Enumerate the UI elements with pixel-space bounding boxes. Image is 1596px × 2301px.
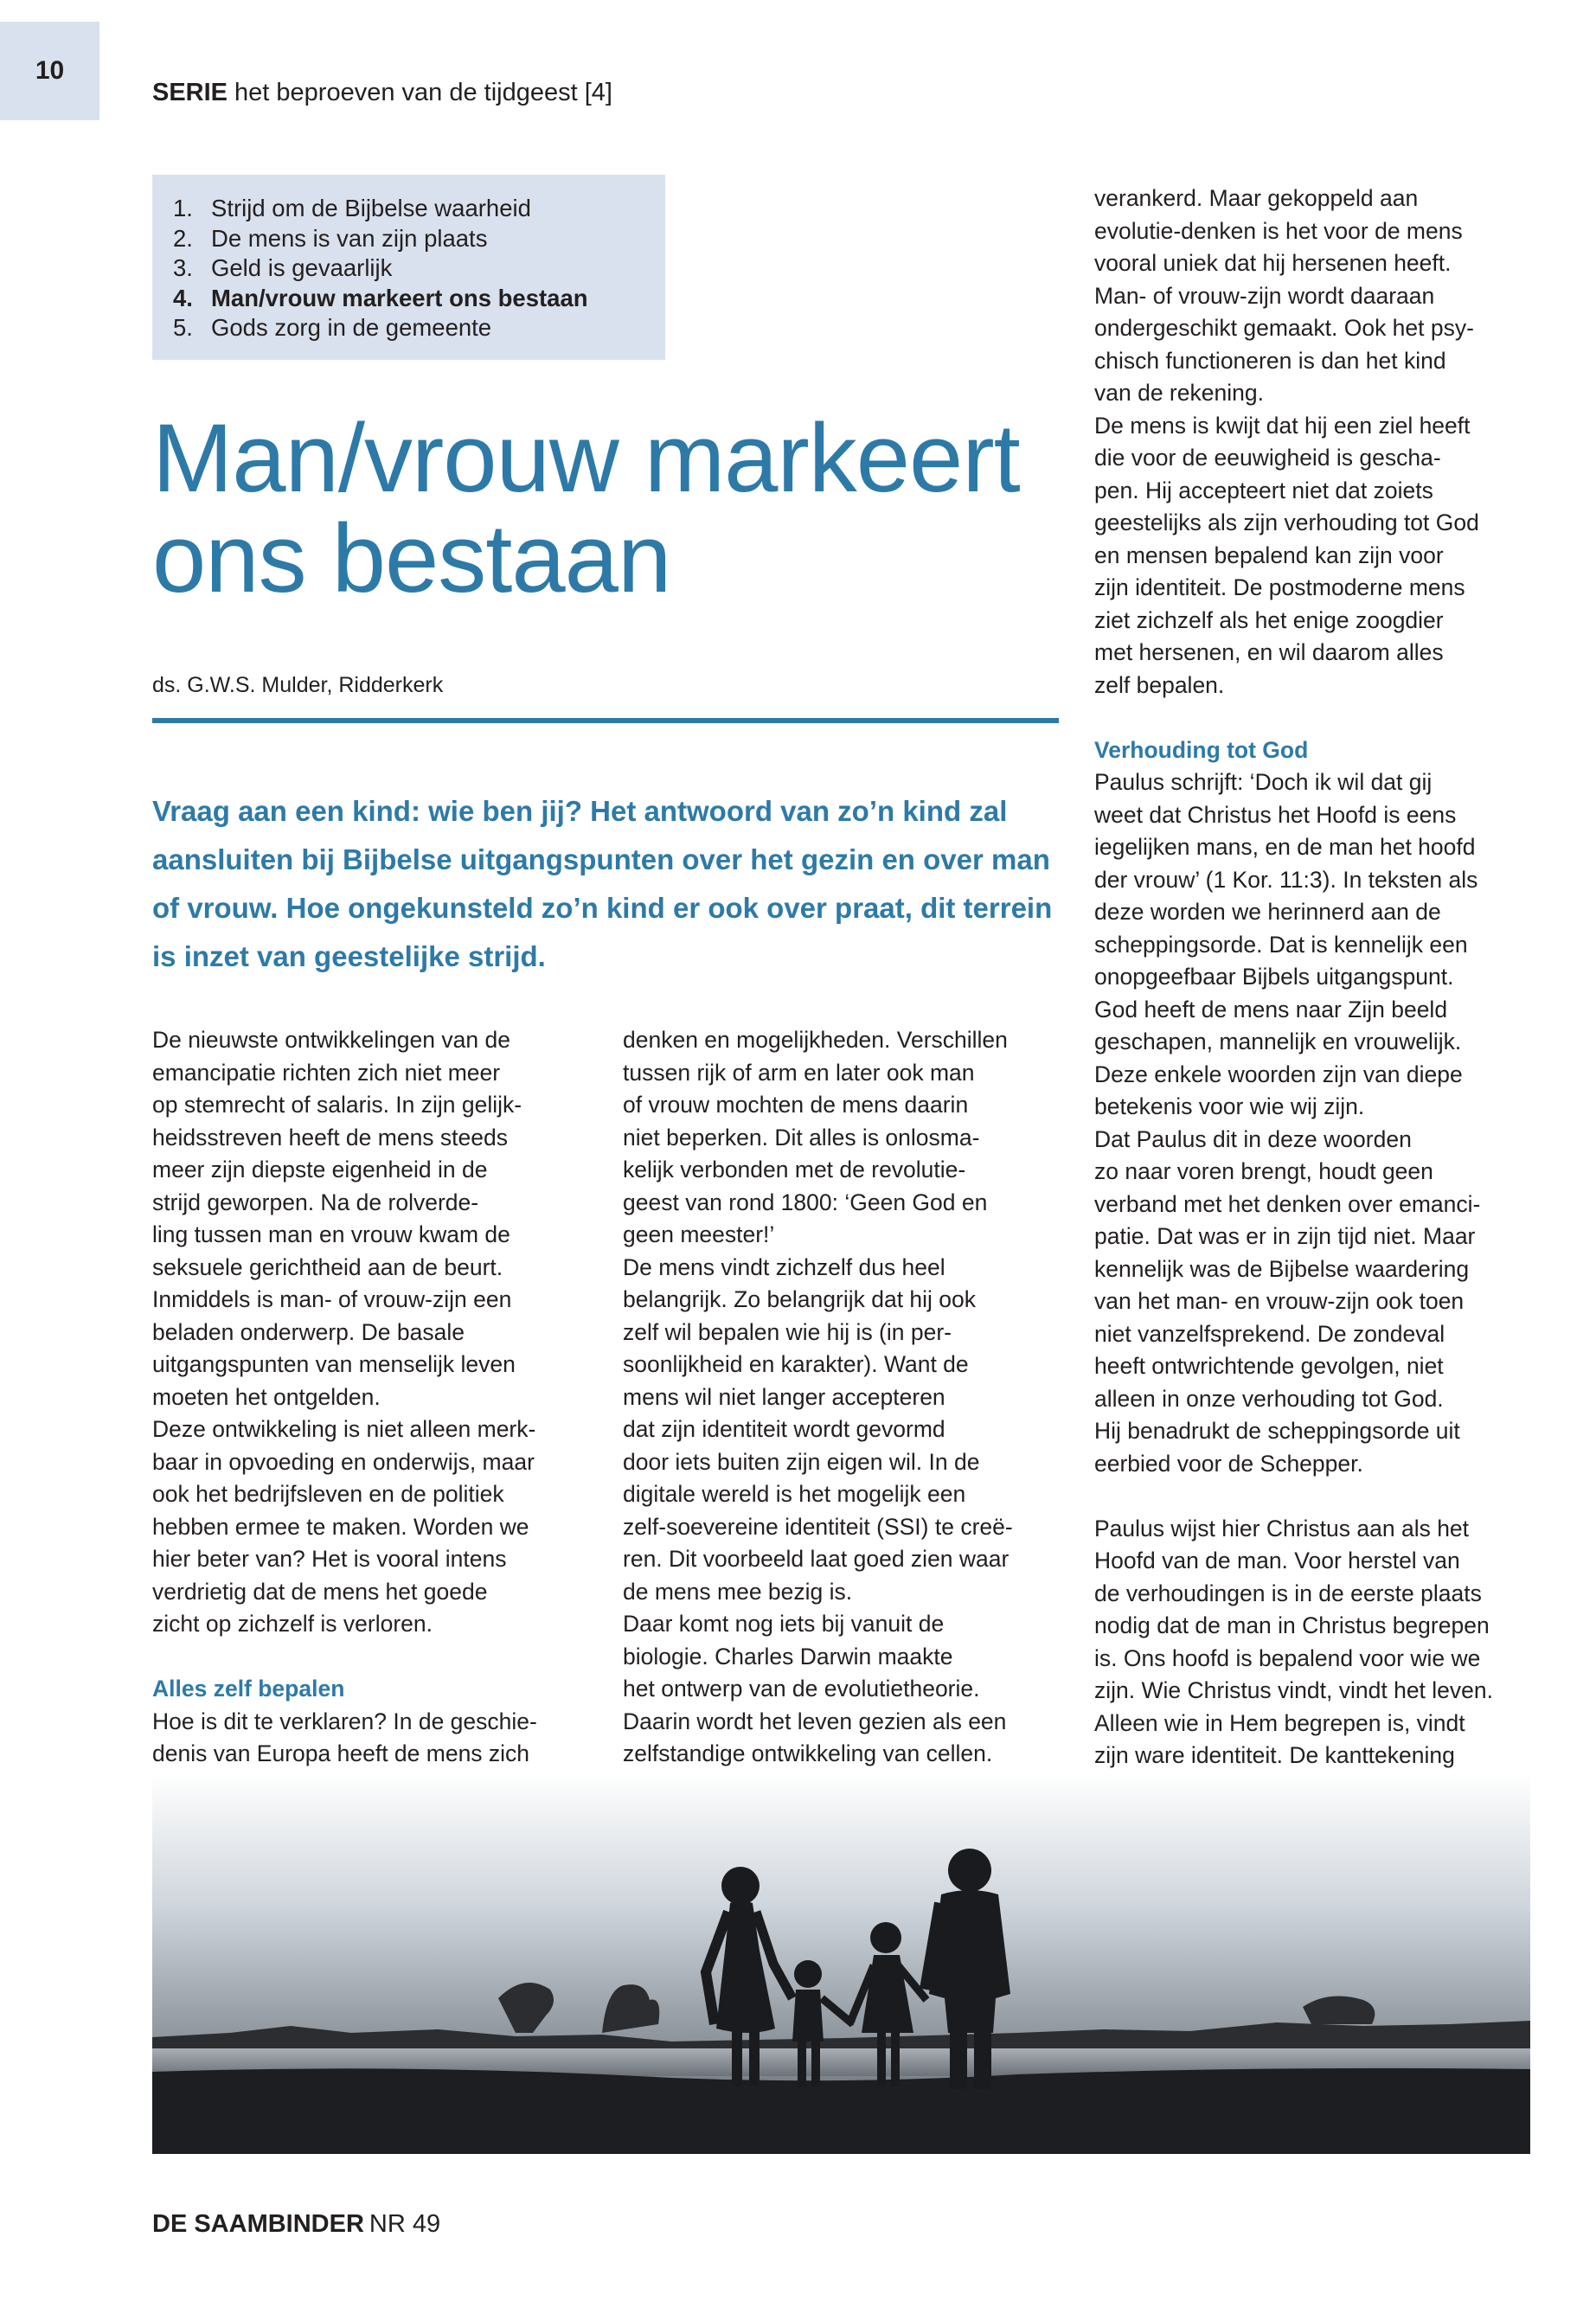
text-line: het ontwerp van de evolutietheorie. xyxy=(623,1676,980,1702)
text-line: de mens mee bezig is. xyxy=(623,1578,853,1605)
text-line: zelf bepalen. xyxy=(1094,671,1225,698)
text-line: zijn. Wie Christus vindt, vindt het leven. xyxy=(1094,1677,1493,1703)
text-line: digitale wereld is het mogelijk een xyxy=(623,1481,966,1507)
text-line: Alleen wie in Hem begrepen is, vindt xyxy=(1094,1709,1465,1736)
text-line: die voor de eeuwigheid is geschа- xyxy=(1094,445,1441,471)
toc-item xyxy=(173,313,665,343)
text-line: eerbied voor de Schepper. xyxy=(1094,1450,1363,1477)
body-column-1 xyxy=(152,1024,602,1836)
text-line: en mensen bepalend kan zijn voor xyxy=(1094,542,1444,568)
text-line: De mens is kwijt dat hij een ziel heeft xyxy=(1094,412,1471,439)
text-line: God heeft de mens naar Zijn beeld xyxy=(1094,996,1448,1022)
text-line: tussen rijk of arm en later ook man xyxy=(623,1059,975,1086)
photo-illustration xyxy=(152,1773,1530,2154)
text-line: geschapen, mannelijk en vrouwelijk. xyxy=(1094,1029,1462,1054)
toc-num: 3. xyxy=(173,254,193,281)
text-line: Daarin wordt het leven gezien als een xyxy=(623,1708,1007,1734)
toc-num: 1. xyxy=(173,195,193,221)
text-line: Dat Paulus dit in deze woorden xyxy=(1094,1125,1412,1152)
title-divider xyxy=(152,718,1059,723)
series-label: SERIE xyxy=(152,79,228,106)
family-silhouette-photo xyxy=(152,1773,1530,2154)
text-line: heeft ontwrichtende gevolgen, niet xyxy=(1094,1353,1444,1379)
text-line: geestelijks als zijn verhouding tot God xyxy=(1094,510,1479,535)
col2-text xyxy=(623,1024,1073,1803)
text-line: zo naar voren brengt, houdt geen xyxy=(1094,1158,1433,1184)
text-line: is. Ons hoofd is bepalend voor wie we xyxy=(1094,1644,1481,1671)
toc-label: Geld is gevaarlijk xyxy=(211,254,393,281)
body-column-2 xyxy=(623,1024,1073,1803)
body-column-3 xyxy=(1094,183,1544,1837)
text-line: onopgeefbaar Bijbels uitgangspunt. xyxy=(1094,964,1454,990)
lead-paragraph: Vraag aan een kind: wie ben jij? Het antwoord van zo’n kind zal aansluiten bij Bijbelse uitgangspunten over het gezin en over man of vrouw. Hoe ongekunsteld zo’n kind er ook over praat, dit terrein is inzet van geestelijke strijd. xyxy=(152,795,1053,972)
text-line: patie. Dat was er in zijn tijd niet. Maar xyxy=(1094,1223,1476,1249)
text-line: of vrouw mochten de mens daarin xyxy=(623,1092,969,1118)
text-line: weet dat Christus het Hoofd is eens xyxy=(1094,801,1457,828)
text-line: kelijk verbonden met de revolutie- xyxy=(623,1157,966,1183)
text-line: De nieuwste ontwikkelingen van de xyxy=(152,1027,510,1053)
article-title xyxy=(152,404,1069,612)
text-line: strijd geworpen. Na de rolverde- xyxy=(152,1189,479,1215)
text-line: op stemrecht of salaris. In zijn gelijk- xyxy=(152,1092,522,1118)
page-footer xyxy=(152,2208,440,2240)
text-line: zijn identiteit. De postmoderne mens xyxy=(1094,574,1465,600)
text-line: ziet zichzelf als het enige zoogdier xyxy=(1094,606,1444,633)
series-header xyxy=(152,77,612,108)
col3-text xyxy=(1094,183,1544,702)
text-line: met hersenen, en wil daarom alles xyxy=(1094,639,1444,665)
text-line: zelf-soevereine identiteit (SSI) te creë- xyxy=(623,1513,1013,1540)
text-line: moeten het ontgelden. xyxy=(152,1383,381,1410)
text-line: de verhoudingen is in de eerste plaats xyxy=(1094,1580,1482,1606)
author-byline: ds. G.W.S. Mulder, Ridderkerk xyxy=(152,673,444,697)
text-line: van het man- en vrouw-zijn ook toen xyxy=(1094,1288,1465,1314)
text-line: geen meester!’ xyxy=(623,1221,775,1247)
text-line: Hij benadrukt de scheppingsorde uit xyxy=(1094,1418,1460,1444)
text-line: betekenis voor wie wij zijn. xyxy=(1094,1093,1365,1119)
toc-label: Strijd om de Bijbelse waarheid xyxy=(211,195,531,221)
title-line-2: ons bestaan xyxy=(152,504,671,612)
series-title: het beproeven van de tijdgeest [4] xyxy=(234,79,612,106)
text-line: kennelijk was de Bijbelse waardering xyxy=(1094,1255,1470,1282)
text-line: Deze enkele woorden zijn van diepe xyxy=(1094,1061,1463,1087)
text-line: door iets buiten zijn eigen wil. In de xyxy=(623,1448,980,1475)
text-line: ook het bedrijfsleven en de politiek xyxy=(152,1481,504,1507)
text-line: Hoe is dit te verklaren? In de geschie- xyxy=(152,1708,537,1734)
text-line: emancipatie richten zich niet meer xyxy=(152,1059,501,1086)
text-line: ondergeschikt gemaakt. Ook het psy- xyxy=(1094,315,1474,341)
text-line: verdrietig dat de mens het goede xyxy=(152,1578,488,1605)
col1-text xyxy=(152,1024,602,1641)
toc-item xyxy=(173,194,665,224)
text-line: beladen onderwerp. De basale xyxy=(152,1318,465,1345)
text-line: alleen in onze verhouding tot God. xyxy=(1094,1385,1444,1412)
text-line: van de rekening. xyxy=(1094,380,1264,406)
text-line: iegelijken mans, en de man het hoofd xyxy=(1094,834,1476,860)
toc-num: 2. xyxy=(173,224,193,252)
magazine-name: DE SAAMBINDER xyxy=(152,2210,364,2238)
text-line: geest van rond 1800: ‘Geen God en xyxy=(623,1189,988,1215)
text-line: De mens vindt zichzelf dus heel xyxy=(623,1253,945,1280)
text-line: ren. Dit voorbeeld laat goed zien waar xyxy=(623,1546,1010,1572)
text-line: niet beperken. Dit alles is onlosma- xyxy=(623,1124,980,1150)
col3b-text xyxy=(1094,766,1544,1480)
toc-num: 4. xyxy=(173,284,193,311)
text-line: uitgangspunten van menselijk leven xyxy=(152,1351,516,1377)
toc-label: Gods zorg in de gemeente xyxy=(211,314,492,341)
toc-label: De mens is van zijn plaats xyxy=(211,224,488,252)
subheading-alles-zelf-bepalen: Alles zelf bepalen xyxy=(152,1676,345,1702)
text-line: seksuele gerichtheid aan de beurt. xyxy=(152,1253,503,1280)
toc-num: 5. xyxy=(173,314,193,341)
subheading-verhouding-tot-god: Verhouding tot God xyxy=(1094,736,1309,763)
text-line: Paulus schrijft: ‘Doch ik wil dat gij xyxy=(1094,769,1433,795)
text-line: Paulus wijst hier Christus aan als het xyxy=(1094,1515,1470,1541)
text-line: hebben ermee te maken. Worden we xyxy=(152,1513,529,1540)
text-line: Deze ontwikkeling is niet alleen merk- xyxy=(152,1416,536,1442)
text-line: verband met het denken over emanci- xyxy=(1094,1190,1481,1217)
text-line: dat zijn identiteit wordt gevormd xyxy=(623,1416,945,1442)
text-line: meer zijn diepste eigenheid in de xyxy=(152,1157,488,1183)
text-line: mens wil niet langer accepteren xyxy=(623,1383,945,1410)
text-line: evolutie-denken is het voor de mens xyxy=(1094,217,1463,244)
text-line: Inmiddels is man- of vrouw-zijn een xyxy=(152,1286,512,1312)
text-line: belangrijk. Zo belangrijk dat hij ook xyxy=(623,1286,977,1312)
text-line: zicht op zichzelf is verloren. xyxy=(152,1611,433,1637)
issue-number: NR 49 xyxy=(369,2210,441,2238)
text-line: baar in opvoeding en onderwijs, maar xyxy=(152,1448,535,1475)
text-line: chisch functioneren is dan het kind xyxy=(1094,347,1446,374)
text-line: zelf wil bepalen wie hij is (in per- xyxy=(623,1318,952,1345)
text-line: pen. Hij accepteert niet dat zoiets xyxy=(1094,477,1433,503)
text-line: nodig dat de man in Christus begrepen xyxy=(1094,1612,1490,1638)
text-line: deze worden we herinnerd aan de xyxy=(1094,899,1441,925)
text-line: niet vanzelfsprekend. De zondeval xyxy=(1094,1320,1445,1347)
text-line: denken en mogelijkheden. Verschillen xyxy=(623,1027,1008,1053)
text-line: vooral uniek dat hij hersenen heeft. xyxy=(1094,250,1452,276)
toc-item xyxy=(173,224,665,254)
text-line: scheppingsorde. Dat is kennelijk een xyxy=(1094,931,1468,958)
text-line: verankerd. Maar gekoppeld aan xyxy=(1094,185,1419,211)
title-line-1: Man/vrouw markeert xyxy=(152,404,1020,512)
text-line: zijn ware identiteit. De kanttekening xyxy=(1094,1742,1455,1768)
page-number: 10 xyxy=(0,22,99,120)
text-line: ling tussen man en vrouw kwam de xyxy=(152,1221,510,1247)
toc-item xyxy=(173,253,665,284)
toc-item-current xyxy=(173,284,665,314)
text-line: zelfstandige ontwikkeling van cellen. xyxy=(623,1740,993,1766)
text-line: soonlijkheid en karakter). Want de xyxy=(623,1351,969,1377)
text-line: der vrouw’ (1 Kor. 11:3). In teksten als xyxy=(1094,866,1478,893)
text-line: Hoofd van de man. Voor herstel van xyxy=(1094,1548,1460,1574)
text-line: Daar komt nog iets bij vanuit de xyxy=(623,1611,945,1637)
text-line: denis van Europa heeft de mens zich xyxy=(152,1740,530,1766)
text-line: biologie. Charles Darwin maakte xyxy=(623,1643,953,1670)
text-line: Man- of vrouw-zijn wordt daaraan xyxy=(1094,282,1435,309)
text-line: hier beter van? Het is vooral intens xyxy=(152,1546,507,1572)
toc-label: Man/vrouw markeert ons bestaan xyxy=(211,284,588,311)
text-line: heidsstreven heeft de mens steeds xyxy=(152,1124,508,1150)
series-toc xyxy=(152,175,665,360)
